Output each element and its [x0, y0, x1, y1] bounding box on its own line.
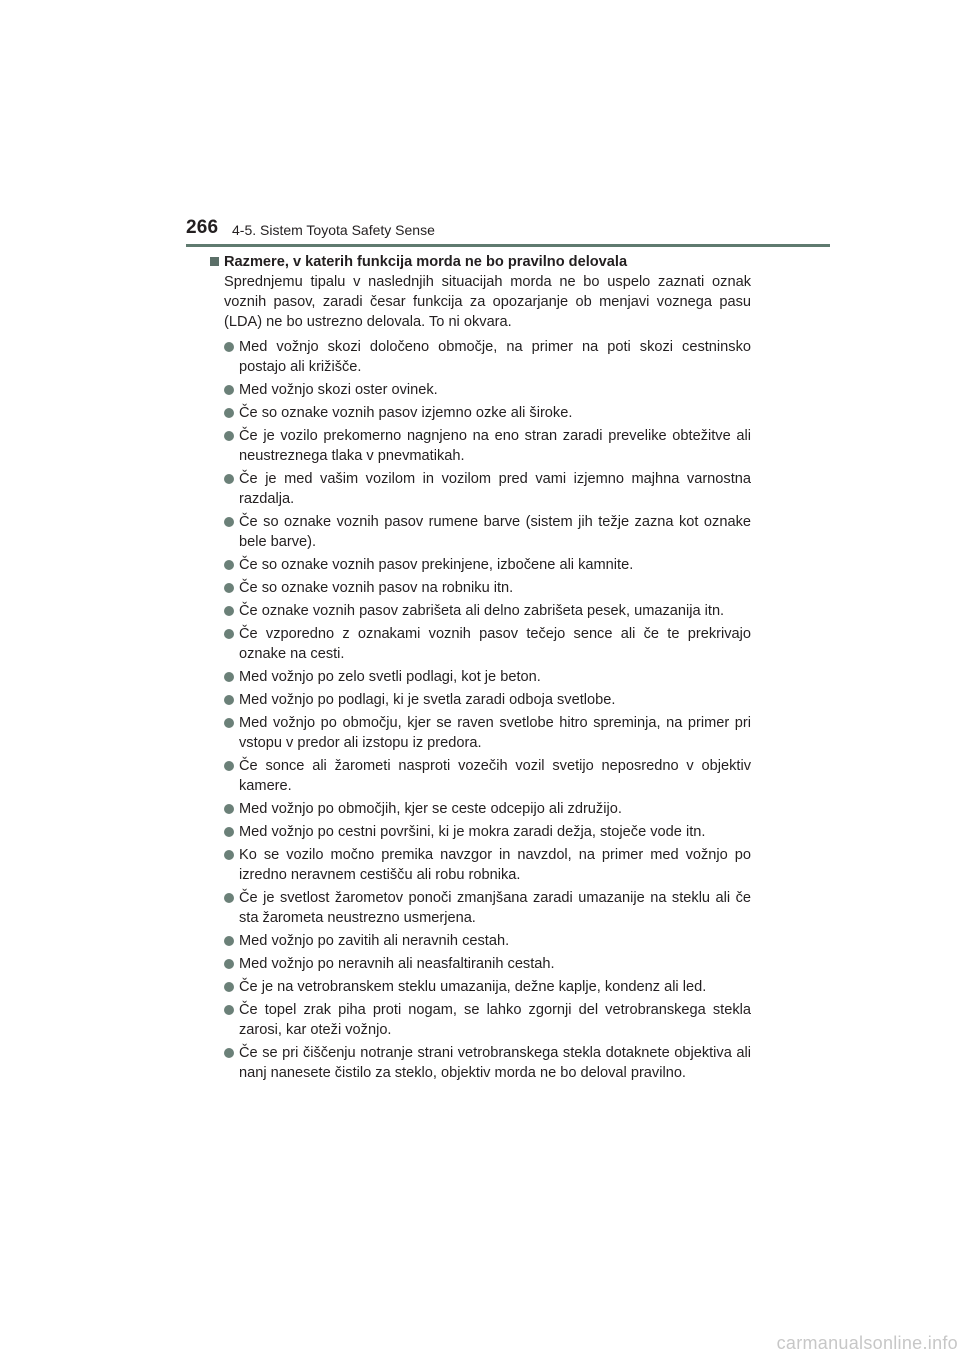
circle-bullet-icon: [224, 583, 234, 593]
list-item-text: Med vožnjo po območju, kjer se raven svetlobe hitro spreminja, na primer pri vstopu v predor ali izstopu iz predora.: [239, 715, 751, 751]
page-header: [186, 214, 830, 246]
list-item-text: Med vožnjo po zelo svetli podlagi, kot je beton.: [239, 669, 541, 685]
main-content: [210, 252, 751, 1086]
list-item: [210, 403, 751, 423]
circle-bullet-icon: [224, 672, 234, 682]
list-item-text: Če je vozilo prekomerno nagnjeno na eno stran zaradi prevelike obtežitve ali neustreznega tlaka v pnevmatikah.: [239, 428, 751, 464]
circle-bullet-icon: [224, 1048, 234, 1058]
circle-bullet-icon: [224, 959, 234, 969]
list-item: [210, 667, 751, 687]
list-item: [210, 845, 751, 885]
list-item-text: Če je svetlost žarometov ponoči zmanjšana zaradi umazanije na steklu ali če sta žarometa neustrezno usmerjena.: [239, 890, 751, 926]
circle-bullet-icon: [224, 761, 234, 771]
section-heading: [210, 252, 751, 272]
list-item-text: Med vožnjo po podlagi, ki je svetla zaradi odboja svetlobe.: [239, 692, 616, 708]
circle-bullet-icon: [224, 474, 234, 484]
circle-bullet-icon: [224, 850, 234, 860]
circle-bullet-icon: [224, 982, 234, 992]
list-item-text: Če vzporedno z oznakami voznih pasov tečejo sence ali če te prekrivajo oznake na cesti.: [239, 626, 751, 662]
list-item: [210, 469, 751, 509]
list-item: [210, 578, 751, 598]
circle-bullet-icon: [224, 385, 234, 395]
list-item-text: Če so oznake voznih pasov prekinjene, izbočene ali kamnite.: [239, 557, 634, 573]
circle-bullet-icon: [224, 408, 234, 418]
list-item-text: Če so oznake voznih pasov rumene barve (sistem jih težje zazna kot oznake bele barve).: [239, 514, 751, 550]
list-item-text: Med vožnjo po območjih, kjer se ceste odcepijo ali združijo.: [239, 801, 622, 817]
list-item-text: Med vožnjo skozi določeno območje, na primer na poti skozi cestninsko postajo ali križišče.: [239, 339, 751, 375]
list-item-text: Če se pri čiščenju notranje strani vetrobranskega stekla dotaknete objektiva ali nanj nanesete čistilo za steklo, objektiv morda ne bo deloval pravilno.: [239, 1045, 751, 1081]
list-item-text: Med vožnjo skozi oster ovinek.: [239, 382, 438, 398]
list-item-text: Ko se vozilo močno premika navzgor in navzdol, na primer med vožnjo po izredno neravnem cestišču ali robu robnika.: [239, 847, 751, 883]
list-item: [210, 931, 751, 951]
circle-bullet-icon: [224, 936, 234, 946]
list-item: [210, 756, 751, 796]
list-item-text: Med vožnjo po cestni površini, ki je mokra zaradi dežja, stoječe vode itn.: [239, 824, 706, 840]
circle-bullet-icon: [224, 695, 234, 705]
list-item-text: Med vožnjo po zavitih ali neravnih cestah.: [239, 933, 510, 949]
circle-bullet-icon: [224, 560, 234, 570]
watermark: carmanualsonline.info: [776, 1333, 958, 1353]
list-item-text: Če oznake voznih pasov zabrišeta ali delno zabrišeta pesek, umazanija itn.: [239, 603, 725, 619]
list-item-text: Če je med vašim vozilom in vozilom pred vami izjemno majhna varnostna razdalja.: [239, 471, 751, 507]
list-item: [210, 624, 751, 664]
circle-bullet-icon: [224, 517, 234, 527]
section-title: 4-5. Sistem Toyota Safety Sense: [232, 222, 435, 238]
circle-bullet-icon: [224, 629, 234, 639]
list-item: [210, 690, 751, 710]
circle-bullet-icon: [224, 827, 234, 837]
circle-bullet-icon: [224, 606, 234, 616]
list-item: [210, 954, 751, 974]
circle-bullet-icon: [224, 431, 234, 441]
condition-list: [210, 337, 751, 1083]
list-item-text: Če so oznake voznih pasov na robniku itn.: [239, 580, 514, 596]
list-item-text: Če topel zrak piha proti nogam, se lahko zgornji del vetrobranskega stekla zarosi, kar oteži vožnjo.: [239, 1002, 751, 1038]
list-item: [210, 380, 751, 400]
list-item: [210, 977, 751, 997]
list-item: [210, 799, 751, 819]
list-item: [210, 713, 751, 753]
list-item: [210, 1043, 751, 1083]
circle-bullet-icon: [224, 804, 234, 814]
list-item: [210, 337, 751, 377]
square-bullet-icon: [210, 257, 219, 266]
section-heading-text: Razmere, v katerih funkcija morda ne bo pravilno delovala: [224, 254, 628, 270]
list-item: [210, 601, 751, 621]
circle-bullet-icon: [224, 1005, 234, 1015]
page-number: 266: [186, 217, 219, 238]
circle-bullet-icon: [224, 893, 234, 903]
list-item: [210, 888, 751, 928]
list-item: [210, 426, 751, 466]
list-item: [210, 822, 751, 842]
list-item: [210, 512, 751, 552]
intro-paragraph: Sprednjemu tipalu v naslednjih situacijah morda ne bo uspelo zaznati oznak voznih pasov, zaradi česar funkcija za opozarjanje ob menjavi voznega pasu (LDA) ne bo ustrezno delovala. To ni okvara.: [224, 274, 751, 330]
header-divider: [186, 244, 830, 247]
list-item-text: Če so oznake voznih pasov izjemno ozke ali široke.: [239, 405, 573, 421]
circle-bullet-icon: [224, 718, 234, 728]
list-item: [210, 1000, 751, 1040]
list-item: [210, 555, 751, 575]
circle-bullet-icon: [224, 342, 234, 352]
list-item-text: Če sonce ali žarometi nasproti vozečih vozil svetijo neposredno v objektiv kamere.: [239, 758, 751, 794]
list-item-text: Med vožnjo po neravnih ali neasfaltiranih cestah.: [239, 956, 555, 972]
list-item-text: Če je na vetrobranskem steklu umazanija, dežne kaplje, kondenz ali led.: [239, 979, 707, 995]
